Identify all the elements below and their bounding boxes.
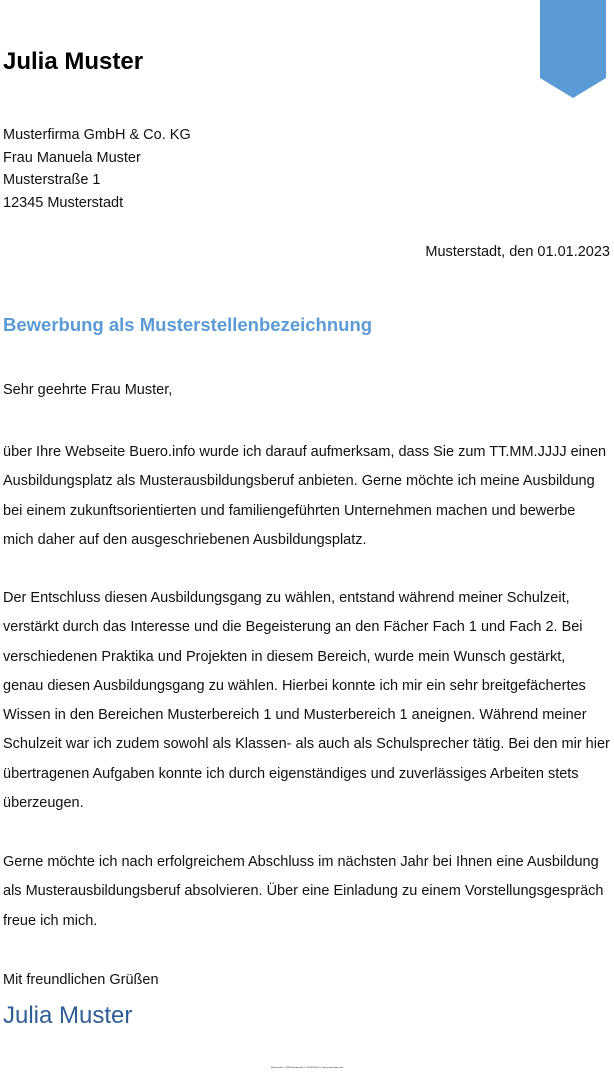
salutation: Sehr geehrte Frau Muster,	[3, 382, 173, 398]
signature: Julia Muster	[3, 1002, 133, 1029]
paragraph-line: übertragenen Aufgaben konnte ich durch eigenständiges und zuverlässiges Arbeiten stets	[3, 765, 579, 782]
recipient-company: Musterfirma GmbH & Co. KG	[3, 127, 191, 143]
recipient-contact: Frau Manuela Muster	[3, 149, 141, 166]
paragraph-line: bei einem zukunftsorientierten und familiengeführten Unternehmen machen und bewerbe	[3, 502, 576, 519]
bookmark-ribbon-icon	[540, 0, 606, 98]
paragraph-line: mich daher auf den ausgeschriebenen Ausbildungsplatz.	[3, 531, 367, 548]
paragraph-line: verstärkt durch das Interesse und die Begeisterung an den Fächer Fach 1 und Fach 2. Bei	[3, 619, 583, 636]
paragraph-line: Wissen in den Bereichen Musterbereich 1 und Musterbereich 1 aneignen. Während meiner	[3, 707, 587, 724]
body-paragraph-3	[3, 848, 611, 936]
recipient-city: 12345 Musterstadt	[3, 195, 124, 212]
recipient-street: Musterstraße 1	[3, 172, 101, 189]
paragraph-line: Schulzeit war ich zudem sowohl als Klassen- als auch als Schulsprecher tätig. Bei den mir hier	[3, 736, 610, 753]
letter-subject: Bewerbung als Musterstellenbezeichnung	[3, 314, 373, 335]
paragraph-line: Ausbildungsplatz als Musterausbildungsberuf anbieten. Gerne möchte ich meine Ausbildung	[3, 473, 595, 490]
paragraph-line: Der Entschluss diesen Ausbildungsgang zu wählen, entstand während meiner Schulzeit,	[3, 590, 570, 606]
paragraph-line: als Musterausbildungsberuf absolvieren. Über eine Einladung zu einem Vorstellungsgespräch	[3, 883, 604, 900]
footer-contact-line: Musterstraße 1 | 12345 Musterstadt | T: 01234/56789 | E: julia.muster@buero.info	[270, 1067, 344, 1069]
paragraph-line: genau diesen Ausbildungsgang zu wählen. Hierbei konnte ich mir ein sehr breitgefächertes	[3, 677, 586, 694]
paragraph-line: verschiedenen Praktika und Projekten in diesem Bereich, wurde mein Wunsch gestärkt,	[3, 648, 566, 665]
recipient-address	[3, 124, 191, 215]
paragraph-line: überzeugen.	[3, 795, 84, 812]
paragraph-line: freue ich mich.	[3, 912, 98, 929]
closing-phrase: Mit freundlichen Grüßen	[3, 972, 159, 988]
body-paragraph-2	[3, 584, 611, 818]
body-paragraph-1	[3, 438, 611, 555]
paragraph-line: Gerne möchte ich nach erfolgreichem Abschluss im nächsten Jahr bei Ihnen eine Ausbildung	[3, 854, 599, 870]
paragraph-line: über Ihre Webseite Buero.info wurde ich darauf aufmerksam, dass Sie zum TT.MM.JJJJ einen	[3, 444, 607, 460]
letter-date: Musterstadt, den 01.01.2023	[425, 244, 610, 260]
sender-name-heading: Julia Muster	[3, 48, 144, 75]
